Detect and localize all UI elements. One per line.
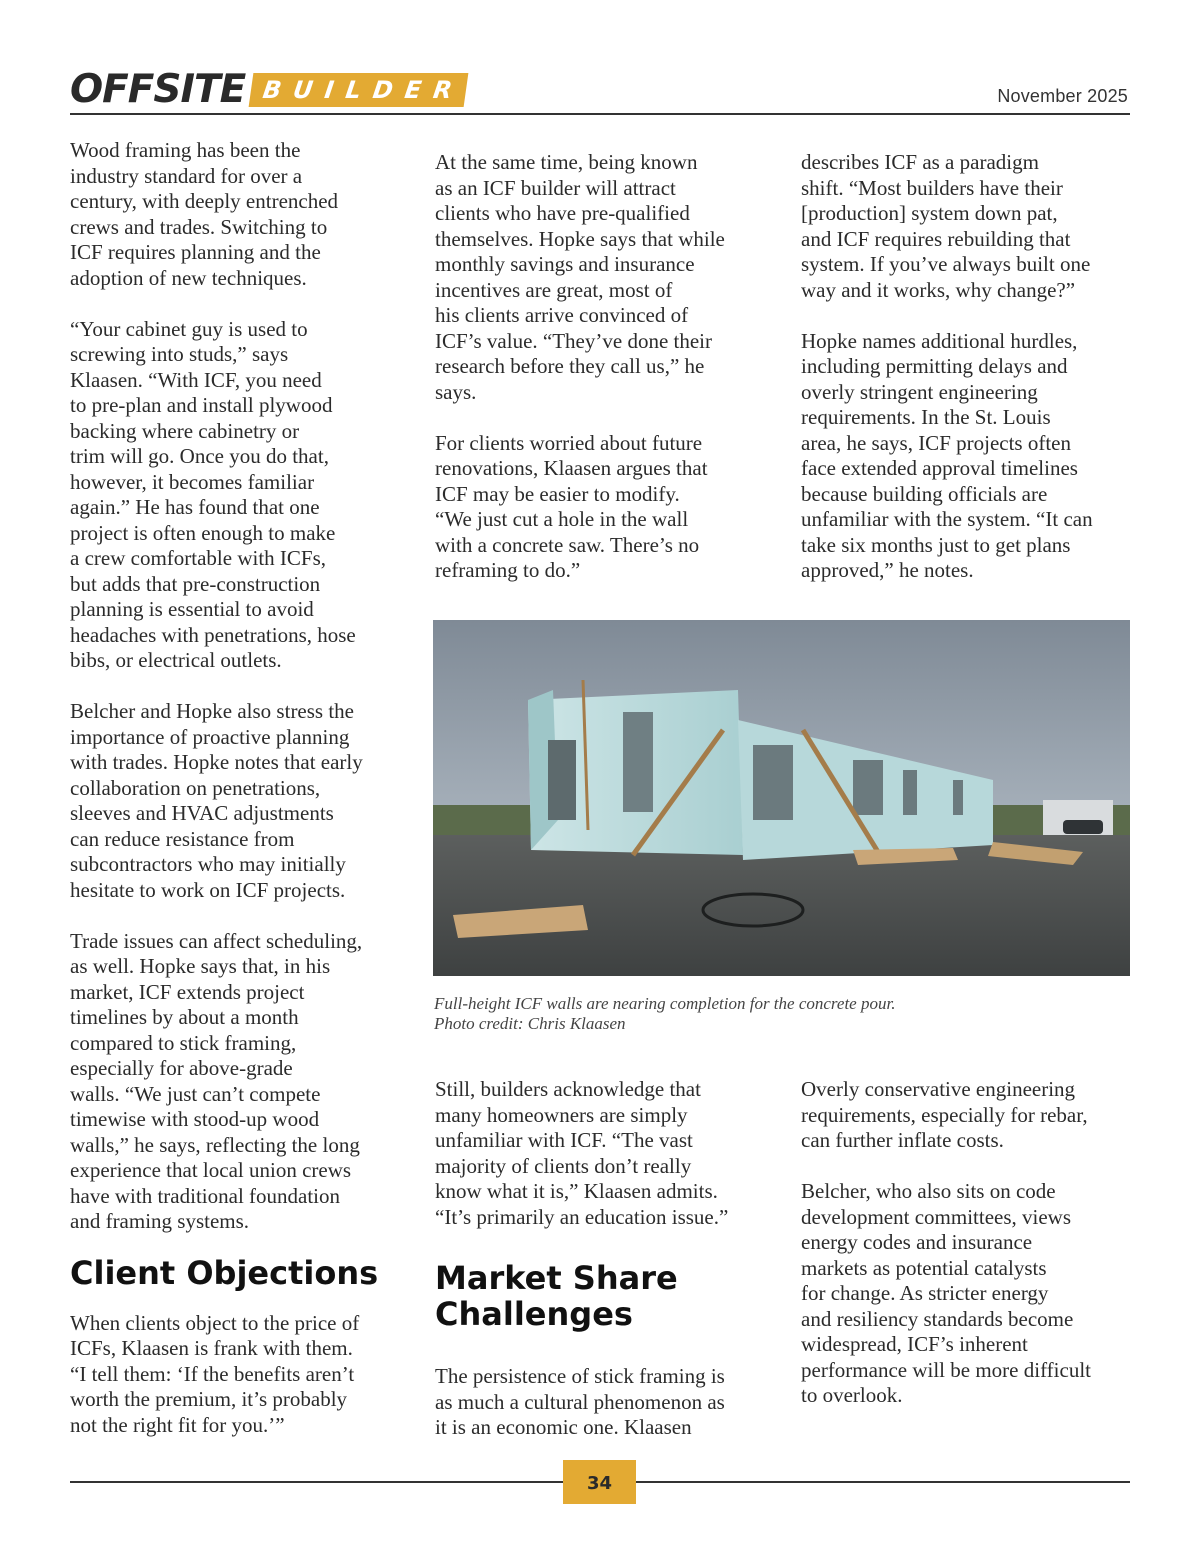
paragraph: Trade issues can affect scheduling, as well. Hopke says that, in his market, ICF extends project timelines by about a month compared to stick framing, especially for above-grade walls. “We just can’t compete timewise with stood-up wood walls,” he says, reflecting the long experience that local union crews have with traditional foundation and framing systems. xyxy=(70,928,363,1233)
construction-photo xyxy=(433,620,1130,976)
paragraph: Wood framing has been the industry standard for over a century, with deeply entrenched crews and trades. Switching to ICF requires planning and the adoption of new techniques. xyxy=(70,138,339,290)
paragraph: When clients object to the price of ICFs, Klaasen is frank with them. “I tell them: ‘If the benefits aren’t worth the premium, it’s probably not the right fit for you.’” xyxy=(70,1310,360,1437)
header-divider xyxy=(70,113,1130,115)
magazine-logo xyxy=(70,67,467,112)
paragraph: describes ICF as a paradigm shift. “Most builders have their [production] system down pat, and ICF requires rebuilding that system. If you’ve always built one way and it works, why change?” xyxy=(801,150,1091,302)
article-column-5 xyxy=(801,1077,1141,1409)
photo-credit: Photo credit: Chris Klaasen xyxy=(434,1014,626,1033)
article-column-2 xyxy=(435,150,780,584)
logo-offsite-text: OFFSITE xyxy=(70,67,246,112)
footer-divider-left xyxy=(70,1481,563,1483)
section-heading-client-objections: Client Objections xyxy=(70,1253,379,1292)
paragraph: The persistence of stick framing is as much a cultural phenomenon as it is an economic one. Klaasen xyxy=(435,1364,725,1439)
paragraph: Hopke names additional hurdles, including permitting delays and overly stringent engineering requirements. In the St. Louis area, he says, ICF projects often face extended approval timelines because building officials are unfamiliar with the system. “It can take six months just to get plans approved,” he notes. xyxy=(801,328,1093,582)
article-column-4 xyxy=(435,1077,780,1441)
logo-builder-text: BUILDER xyxy=(249,73,469,107)
paragraph: Still, builders acknowledge that many homeowners are simply unfamiliar with ICF. “The vast majority of clients don’t really know what it is,” Klaasen admits. “It’s primarily an education issue.” xyxy=(435,1077,729,1229)
paragraph: Belcher, who also sits on code development committees, views energy codes and insurance markets as potential catalysts for change. As stricter energy and resiliency standards become widespread, ICF’s inherent performance will be more difficult to overlook. xyxy=(801,1179,1092,1407)
article-column-3 xyxy=(801,150,1141,584)
article-column-1 xyxy=(70,138,410,1438)
page-number: 34 xyxy=(563,1460,636,1504)
paragraph: For clients worried about future renovations, Klaasen argues that ICF may be easier to modify. “We just cut a hole in the wall with a concrete saw. There’s no reframing to do.” xyxy=(435,430,708,582)
section-heading-market-share-challenges: Market Share Challenges xyxy=(435,1259,678,1333)
photo-caption xyxy=(434,994,1130,1034)
paragraph: “Your cabinet guy is used to screwing into studs,” says Klaasen. “With ICF, you need to pre-plan and install plywood backing where cabinetry or trim will go. Once you do that, however, it becomes familiar again.” He has found that one project is often enough to make a crew comfortable with ICFs, but adds that pre-construction planning is essential to avoid headaches with penetrations, hose bibs, or electrical outlets. xyxy=(70,316,356,672)
caption-text: Full-height ICF walls are nearing completion for the concrete pour. xyxy=(434,994,896,1013)
issue-date: November 2025 xyxy=(997,86,1128,106)
paragraph: Overly conservative engineering requirements, especially for rebar, can further inflate costs. xyxy=(801,1077,1088,1152)
paragraph: At the same time, being known as an ICF builder will attract clients who have pre-qualified themselves. Hopke says that while monthly savings and insurance incentives are great, most of his clients arrive convinced of ICF’s value. “They’ve done their research before they call us,” he says. xyxy=(435,150,725,404)
paragraph: Belcher and Hopke also stress the importance of proactive planning with trades. Hopke notes that early collaboration on penetrations, sleeves and HVAC adjustments can reduce resistance from subcontractors who may initially hesitate to work on ICF projects. xyxy=(70,699,363,902)
footer-divider-right xyxy=(636,1481,1130,1483)
